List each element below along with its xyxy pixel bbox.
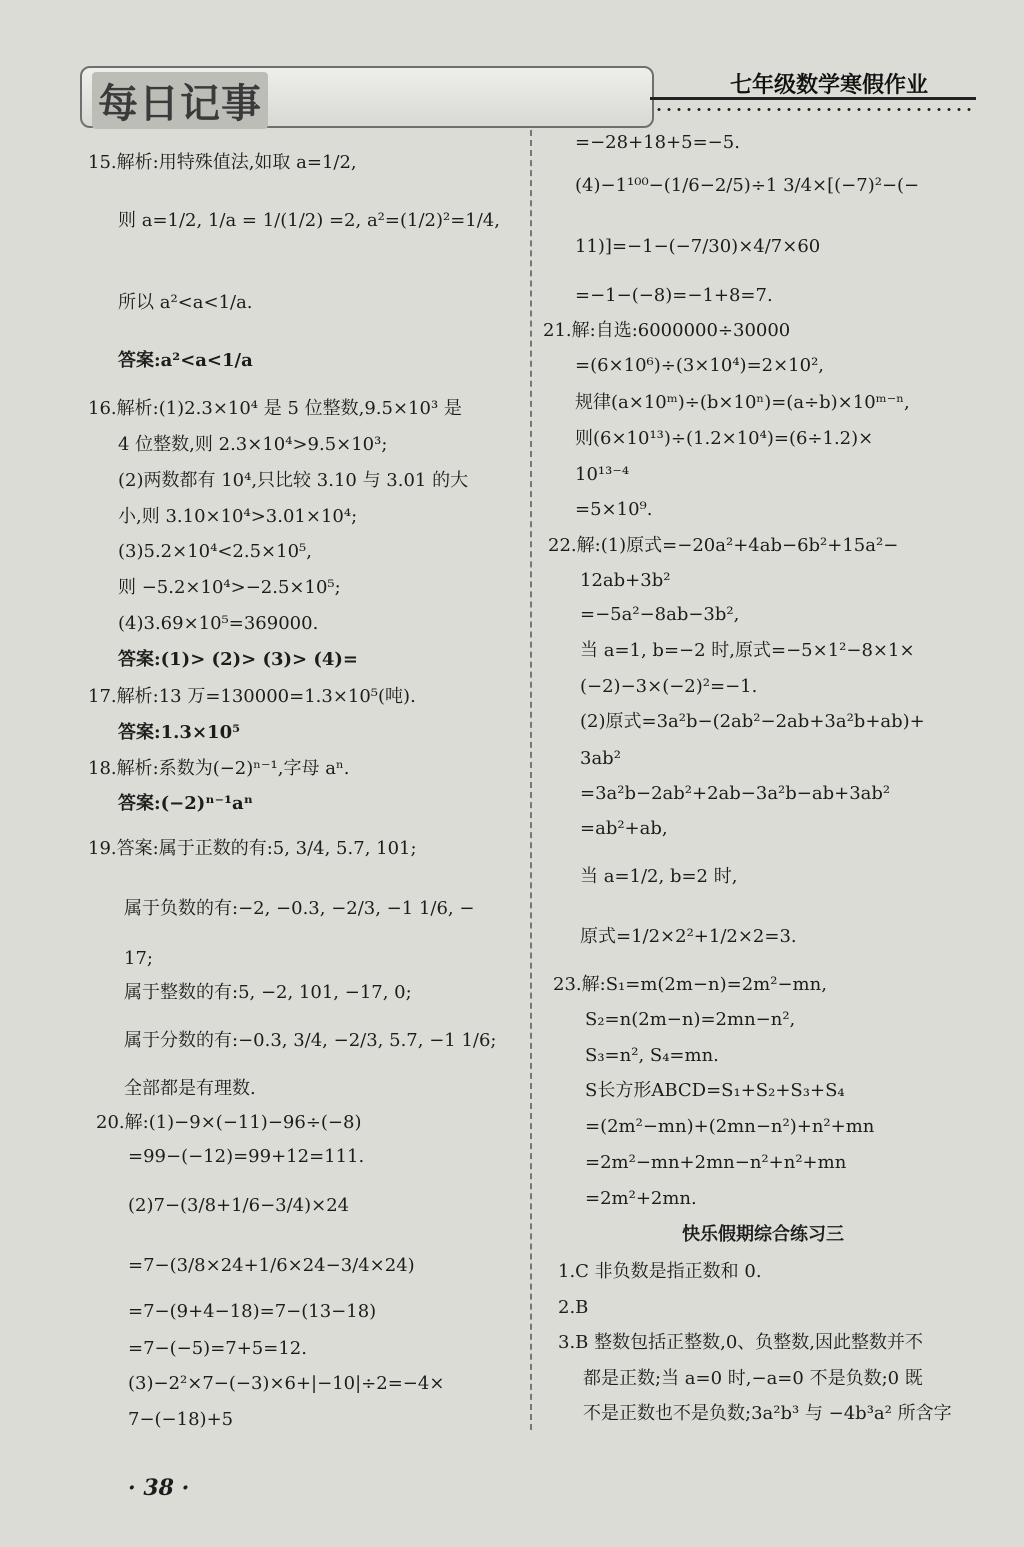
header-logo: 每日记事 — [92, 72, 268, 129]
text-line: =−1−(−8)=−1+8=7. — [575, 285, 773, 306]
text-line: 20.解:(1)−9×(−11)−96÷(−8) — [96, 1112, 362, 1133]
text-line: S长方形ABCD=S₁+S₂+S₃+S₄ — [585, 1080, 845, 1101]
text-line: S₂=n(2m−n)=2mn−n², — [585, 1009, 796, 1030]
text-line: (3)5.2×10⁴<2.5×10⁵, — [118, 541, 312, 562]
text-line: 1.C 非负数是指正数和 0. — [558, 1261, 762, 1282]
text-line: 16.解析:(1)2.3×10⁴ 是 5 位整数,9.5×10³ 是 — [88, 398, 462, 419]
text-line: 12ab+3b² — [580, 570, 671, 591]
text-line: (3)−2²×7−(−3)×6+|−10|÷2=−4× — [128, 1373, 445, 1394]
text-line: 则 a=1/2, 1/a = 1/(1/2) =2, a²=(1/2)²=1/4, — [118, 210, 500, 231]
text-line: =−5a²−8ab−3b², — [580, 604, 740, 625]
text-line: 3ab² — [580, 748, 621, 769]
text-line: 2.B — [558, 1297, 589, 1318]
text-line: 答案:a²<a<1/a — [118, 350, 253, 371]
text-line: 属于整数的有:5, −2, 101, −17, 0; — [124, 982, 412, 1003]
text-line: 答案:1.3×10⁵ — [118, 722, 240, 743]
text-line: 当 a=1/2, b=2 时, — [580, 866, 738, 887]
text-line: 属于负数的有:−2, −0.3, −2/3, −1 1/6, − — [124, 898, 475, 919]
text-line: =(6×10⁶)÷(3×10⁴)=2×10², — [575, 355, 825, 376]
text-line: 23.解:S₁=m(2m−n)=2m²−mn, — [553, 974, 827, 995]
text-line: 都是正数;当 a=0 时,−a=0 不是负数;0 既 — [583, 1368, 923, 1389]
text-line: =ab²+ab, — [580, 818, 668, 839]
header-logo-box — [80, 66, 654, 128]
text-line: S₃=n², S₄=mn. — [585, 1045, 719, 1066]
header-dotted-rule — [650, 97, 976, 114]
text-line: =2m²+2mn. — [585, 1188, 697, 1209]
text-line: 17.解析:13 万=130000=1.3×10⁵(吨). — [88, 686, 416, 707]
text-line: (4)3.69×10⁵=369000. — [118, 613, 319, 634]
header-title: 七年级数学寒假作业 — [730, 73, 929, 98]
text-line: 则 −5.2×10⁴>−2.5×10⁵; — [118, 577, 341, 598]
column-divider — [530, 130, 532, 1430]
text-line: 22.解:(1)原式=−20a²+4ab−6b²+15a²− — [548, 535, 899, 556]
text-line: =7−(3/8×24+1/6×24−3/4×24) — [128, 1255, 415, 1276]
text-line: 全部都是有理数. — [124, 1078, 256, 1099]
text-line: (−2)−3×(−2)²=−1. — [580, 676, 758, 697]
section-title: 快乐假期综合练习三 — [682, 1224, 844, 1245]
text-line: 10¹³⁻⁴ — [575, 464, 630, 485]
text-line: 则(6×10¹³)÷(1.2×10⁴)=(6÷1.2)× — [575, 428, 874, 449]
text-line: 15.解析:用特殊值法,如取 a=1/2, — [88, 152, 357, 173]
text-line: (2)原式=3a²b−(2ab²−2ab+3a²b+ab)+ — [580, 711, 925, 732]
text-line: 当 a=1, b=−2 时,原式=−5×1²−8×1× — [580, 640, 915, 661]
text-line: =5×10⁹. — [575, 499, 653, 520]
text-line: 11)]=−1−(−7/30)×4/7×60 — [575, 236, 821, 257]
text-line: =7−(−5)=7+5=12. — [128, 1338, 307, 1359]
text-line: 7−(−18)+5 — [128, 1409, 234, 1430]
text-line: (2)7−(3/8+1/6−3/4)×24 — [128, 1195, 350, 1216]
text-line: 3.B 整数包括正整数,0、负整数,因此整数并不 — [558, 1332, 924, 1353]
text-line: (4)−1¹⁰⁰−(1/6−2/5)÷1 3/4×[(−7)²−(− — [575, 175, 920, 196]
text-line: 21.解:自选:6000000÷30000 — [543, 320, 791, 341]
text-line: 规律(a×10ᵐ)÷(b×10ⁿ)=(a÷b)×10ᵐ⁻ⁿ, — [575, 392, 910, 413]
text-line: 答案:(1)> (2)> (3)> (4)= — [118, 649, 359, 670]
text-line: 19.答案:属于正数的有:5, 3/4, 5.7, 101; — [88, 838, 417, 859]
text-line: 所以 a²<a<1/a. — [118, 292, 253, 313]
text-line: 4 位整数,则 2.3×10⁴>9.5×10³; — [118, 434, 388, 455]
text-line: =2m²−mn+2mn−n²+n²+mn — [585, 1152, 847, 1173]
text-line: 不是正数也不是负数;3a²b³ 与 −4b³a² 所含字 — [583, 1403, 952, 1424]
text-line: 原式=1/2×2²+1/2×2=3. — [580, 926, 797, 947]
text-line: 属于分数的有:−0.3, 3/4, −2/3, 5.7, −1 1/6; — [124, 1030, 497, 1051]
text-line: =(2m²−mn)+(2mn−n²)+n²+mn — [585, 1116, 875, 1137]
text-line: =99−(−12)=99+12=111. — [128, 1146, 365, 1167]
text-line: =3a²b−2ab²+2ab−3a²b−ab+3ab² — [580, 783, 891, 804]
page-number: · 38 · — [128, 1475, 190, 1501]
text-line: (2)两数都有 10⁴,只比较 3.10 与 3.01 的大 — [118, 470, 469, 491]
text-line: =7−(9+4−18)=7−(13−18) — [128, 1301, 377, 1322]
text-line: =−28+18+5=−5. — [575, 132, 740, 153]
text-line: 小,则 3.10×10⁴>3.01×10⁴; — [118, 506, 358, 527]
text-line: 答案:(−2)ⁿ⁻¹aⁿ — [118, 793, 254, 814]
text-line: 17; — [124, 948, 153, 969]
text-line: 18.解析:系数为(−2)ⁿ⁻¹,字母 aⁿ. — [88, 758, 350, 779]
